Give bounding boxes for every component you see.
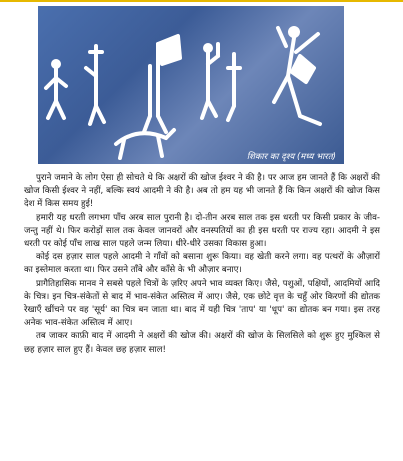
paragraph-3: कोई दस हज़ार साल पहले आदमी ने गाँवों को बसाना शुरू किया। वह खेती करने लगा। वह पत्थरों के औज़ारों का इस्तेमाल करता था। फिर उसने ताँबे और काँसे के भी औज़ार बनाए। [24, 252, 380, 276]
animal-figure [116, 130, 174, 158]
rock-painting-figure [38, 6, 344, 164]
hunter-figure-3 [144, 36, 180, 132]
paragraph-1: पुराने जमाने के लोग ऐसा ही सोचते थे कि अक्षरों की खोज ईश्वर ने की है। पर आज हम जानते हैं कि अक्षरों की खोज किसी ईश्वर ने नहीं, बल्कि स्वयं आदमी ने की है। अब तो हम यह भी जानते हैं कि किन अक्षरों की खोज किस देश में किस समय हुई! [24, 173, 380, 210]
paragraph-2: हमारी यह धरती लगभग पाँच अरब साल पुरानी है। दो-तीन अरब साल तक इस धरती पर किसी प्रकार के जीव-जन्तु नहीं थे। फिर करोड़ों साल तक केवल जानवरों और वनस्पतियों का ही इस धरती पर राज्य रहा। आदमी ने इस धरती पर कोई पाँच लाख साल पहले जन्म लिया। धीरे-धीरे उसका विकास हुआ। [24, 212, 380, 250]
body-text [24, 172, 380, 357]
cave-painting-illustration [38, 6, 344, 164]
hunter-figure-5 [228, 54, 240, 120]
paragraph-5: तब जाकर काफ़ी बाद में आदमी ने अक्षरों की खोज की। अक्षरों की खोज के सिलसिले को शुरू हुए मुश्किल से छह हज़ार साल हुए हैं। केवल छह हज़ार साल! [24, 331, 380, 355]
hunter-figure-4 [202, 44, 218, 118]
hunter-figure-1 [46, 61, 66, 118]
page-top-border [0, 0, 403, 2]
figure-caption: शिकार का दृश्य (मध्य भारत) [246, 152, 336, 162]
paragraph-4: प्रागैतिहासिक मानव ने सबसे पहले चित्रों के ज़रिए अपने भाव व्यक्त किए। जैसे, पशुओं, पक्षियों, आदमियों आदि के चित्र। इन चित्र-संकेतों से बाद में भाव-संकेत अस्तित्व में आए। जैसे, एक छोटे वृत्त के चहुँ ओर किरणों की द्योतक रेखाएँ खींचने पर वह 'सूर्य' का चित्र बन जाता था। बाद में यही चित्र 'ताप' या 'धूप' का द्योतक बन गया। इस तरह अनेक भाव-संकेत अस्तित्व में आए। [24, 278, 380, 329]
hunter-figure-6 [274, 28, 320, 124]
hunter-figure-2 [86, 46, 104, 124]
